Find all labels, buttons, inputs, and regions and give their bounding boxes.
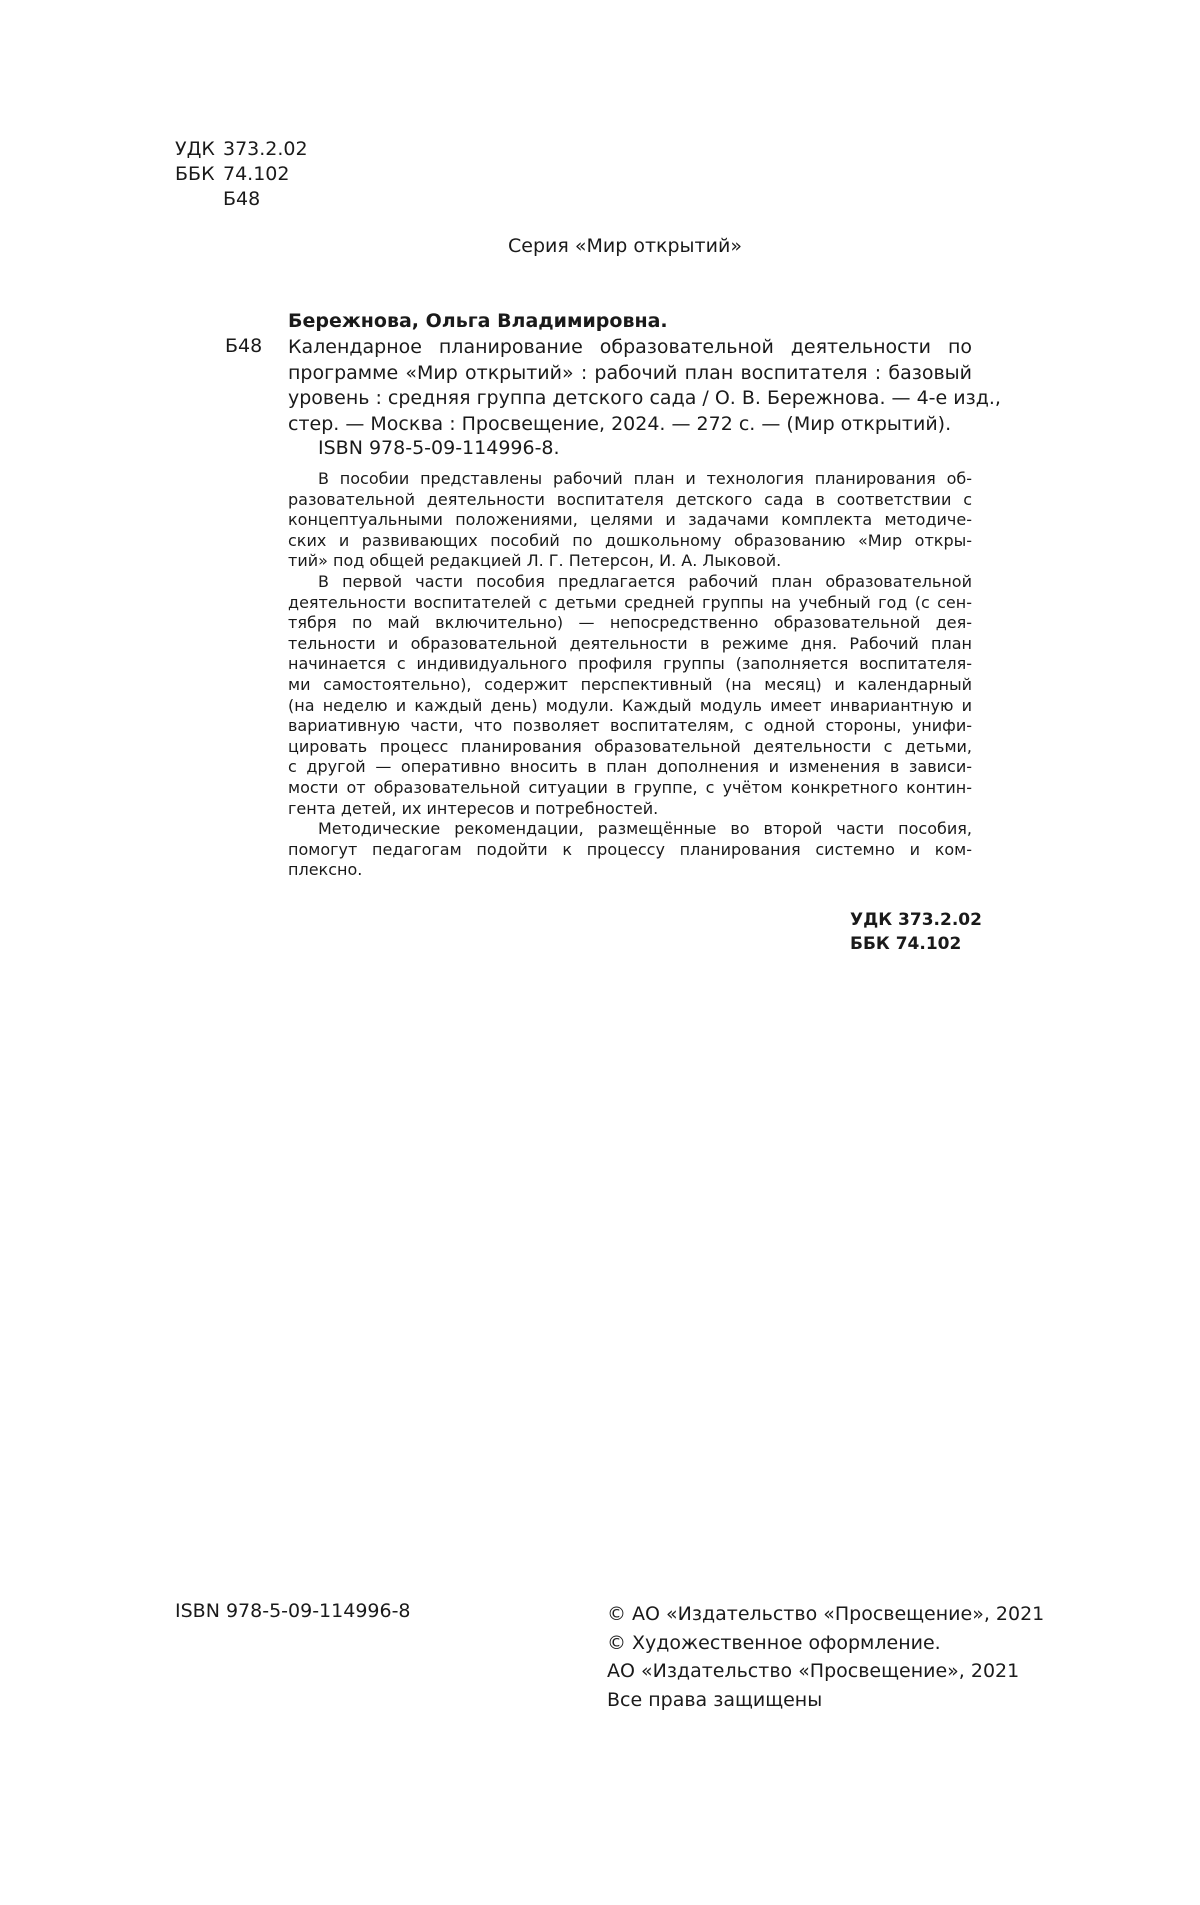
bbk-label: ББК: [175, 163, 215, 185]
abstract-line: тий» под общей редакцией Л. Г. Петерсон, И. А. Лыковой.: [288, 551, 782, 571]
bib-line: программе «Мир открытий» : рабочий план воспитателя : базовый: [288, 361, 972, 384]
abstract-line: помогут педагогам подойти к процессу планирования системно и ком-: [288, 839, 972, 859]
abstract-line: гента детей, их интересов и потребностей.: [288, 798, 659, 818]
bbk-value: 74.102: [223, 163, 290, 185]
bottom-udk: УДК 373.2.02: [850, 910, 982, 930]
author-mark-row: [175, 187, 308, 212]
abstract-line: деятельности воспитателей с детьми средней группы на учебный год (с сен-: [288, 592, 972, 612]
abstract-line: В пособии представлены рабочий план и технология планирования об-: [318, 469, 972, 488]
abstract-line: концептуальными положениями, целями и задачами комплекта методиче-: [288, 510, 972, 530]
abstract-line: разовательной деятельности воспитателя детского сада в соответствии с: [288, 489, 972, 509]
abstract-line: (на неделю и каждый день) модули. Каждый модуль имеет инвариантную и: [288, 695, 972, 715]
copyright-line: Все права защищены: [607, 1688, 823, 1711]
author-mark-margin: Б48: [225, 335, 263, 357]
abstract-line: тельности и образовательной деятельности в режиме дня. Рабочий план: [288, 633, 972, 653]
abstract-line: цировать процесс планирования образовательной деятельности с детьми,: [288, 736, 972, 756]
bib-line: уровень : средняя группа детского сада / О. В. Бережнова. — 4-е изд.,: [288, 387, 1001, 409]
isbn-line: ISBN 978-5-09-114996-8.: [318, 437, 560, 459]
abstract-line: тября по май включительно) — непосредственно образовательной дея-: [288, 613, 972, 633]
copyright-line: © АО «Издательство «Просвещение», 2021: [607, 1603, 1045, 1625]
bibliographic-description: [288, 335, 1001, 437]
udk-row: [175, 137, 308, 162]
abstract-line: В первой части пособия предлагается рабочий план образовательной: [318, 571, 972, 591]
udk-label: УДК: [175, 138, 215, 160]
bib-line: стер. — Москва : Просвещение, 2024. — 272 с. — (Мир открытий).: [288, 412, 952, 435]
bottom-bbk: ББК 74.102: [850, 934, 962, 954]
abstract-line: ми самостоятельно), содержит перспективный (на месяц) и календарный: [288, 674, 972, 694]
abstract-line: начинается с индивидуального профиля группы (заполняется воспитателя-: [288, 654, 972, 674]
footer-isbn: ISBN 978-5-09-114996-8: [175, 1600, 411, 1622]
bib-line: Календарное планирование образовательной деятельности по: [288, 336, 972, 358]
abstract-line: Методические рекомендации, размещённые во второй части пособия,: [318, 819, 972, 839]
udk-value: 373.2.02: [223, 138, 308, 160]
copyright-block: [607, 1600, 1044, 1714]
bbk-row: [175, 162, 308, 187]
bottom-classification: [850, 908, 982, 956]
abstract-line: с другой — оперативно вносить в план дополнения и изменения в зависи-: [288, 757, 972, 777]
author-mark: Б48: [223, 188, 261, 210]
abstract-line: мости от образовательной ситуации в группе, с учётом конкретного контин-: [288, 777, 972, 797]
copyright-line: © Художественное оформление.: [607, 1631, 941, 1654]
abstract-line: плексно.: [288, 860, 363, 880]
copyright-line: АО «Издательство «Просвещение», 2021: [607, 1660, 1020, 1682]
classification-block: [175, 137, 308, 212]
series-title: Серия «Мир открытий»: [508, 235, 742, 257]
abstract-line: ских и развивающих пособий по дошкольному образованию «Мир откры-: [288, 530, 972, 550]
abstract-line: вариативную части, что позволяет воспитателям, с одной стороны, унифи-: [288, 716, 972, 736]
author-heading: Бережнова, Ольга Владимировна.: [288, 310, 668, 332]
abstract: [288, 469, 972, 881]
